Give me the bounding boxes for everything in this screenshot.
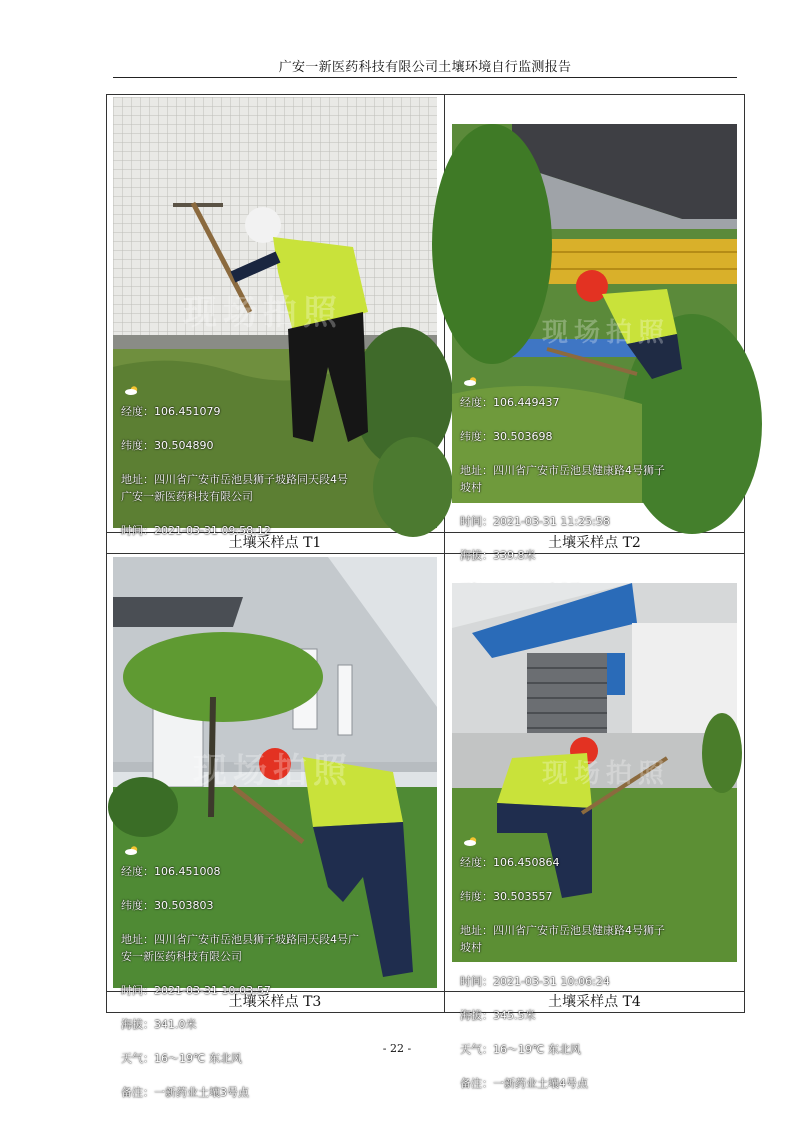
stamp-altitude: 海拔：341.0米: [121, 1018, 197, 1031]
stamp-weather-label: 天气：: [460, 1043, 493, 1056]
photo-stamp-t4: [460, 837, 675, 1109]
stamp-latitude: 纬度：30.503557: [460, 890, 553, 903]
partly-cloudy-icon: [125, 386, 139, 395]
stamp-altitude: 海拔：339.8米: [460, 549, 536, 562]
watermark-text: 现场拍照: [542, 318, 671, 348]
stamp-weather-label: 天气：: [121, 1052, 154, 1065]
partly-cloudy-icon: [125, 846, 139, 855]
photo-stamp-t3: [121, 846, 359, 1118]
photo-caption-t4: 土壤采样点 T4: [548, 994, 641, 1010]
page-number: - 22 -: [382, 1042, 412, 1055]
partly-cloudy-icon: [464, 377, 478, 386]
stamp-longitude: 经度：106.450864: [460, 856, 560, 869]
stamp-note: 备注：一新药业土壤3号点: [121, 1086, 249, 1099]
stamp-time: 时间：2021-03-31 10:03:57: [121, 984, 271, 997]
stamp-time: 时间：2021-03-31 11:25:58: [460, 515, 610, 528]
header-rule: [113, 77, 737, 78]
stamp-longitude: 经度：106.451079: [121, 405, 221, 418]
report-header-title: 广安一新医药科技有限公司土壤环境自行监测报告: [278, 60, 572, 75]
stamp-weather-value: 16～19℃ 东北风: [154, 1052, 242, 1065]
watermark-text: 现场拍照: [542, 759, 671, 789]
stamp-note: 备注：一新药业土壤4号点: [460, 1077, 588, 1090]
stamp-altitude: 海拔：345.5米: [460, 1009, 536, 1022]
photo-caption-t3: 土壤采样点 T3: [228, 994, 322, 1010]
stamp-latitude: 纬度：30.503803: [121, 899, 214, 912]
stamp-time: 时间：2021-03-31 09:58:12: [121, 524, 271, 537]
stamp-longitude: 经度：106.449437: [460, 396, 560, 409]
stamp-address: 地址：四川省广安市岳池县健康路4号狮子坡村: [460, 464, 665, 494]
photo-caption-t2: 土壤采样点 T2: [548, 535, 641, 551]
stamp-latitude: 纬度：30.503698: [460, 430, 553, 443]
stamp-weather-value: 16～19℃ 东北风: [493, 1043, 581, 1056]
watermark-text: 现场拍照: [183, 293, 343, 333]
sample-photo-t1: [113, 97, 437, 537]
stamp-time: 时间：2021-03-31 10:06:24: [460, 975, 610, 988]
stamp-address: 地址：四川省广安市岳池县健康路4号狮子坡村: [460, 924, 665, 954]
stamp-address: 地址：四川省广安市岳池县狮子坡路同天段4号广安一新医药科技有限公司: [121, 933, 359, 963]
photo-caption-t1: 土壤采样点 T1: [228, 535, 322, 551]
partly-cloudy-icon: [464, 837, 478, 846]
stamp-latitude: 纬度：30.504890: [121, 439, 214, 452]
stamp-address: 地址：四川省广安市岳池县狮子坡路同天段4号广安一新医药科技有限公司: [121, 473, 348, 503]
stamp-longitude: 经度：106.451008: [121, 865, 221, 878]
watermark-text: 现场拍照: [193, 751, 353, 791]
